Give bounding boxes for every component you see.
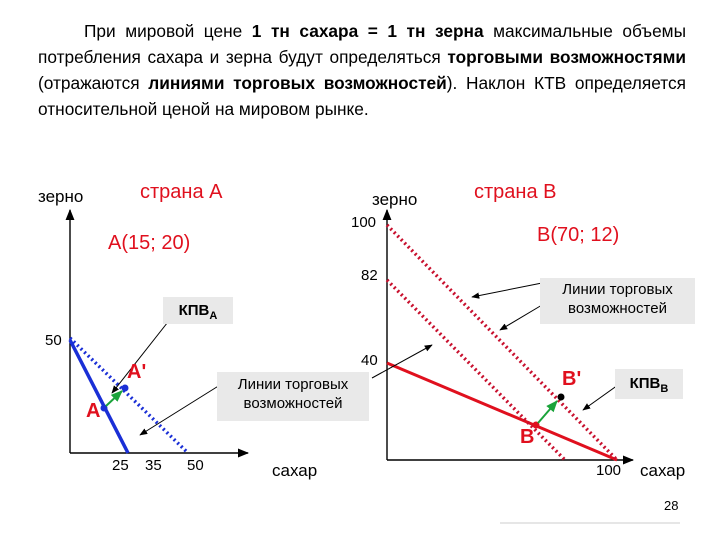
para-trade-lines: линиями торговых возможностей <box>148 73 447 93</box>
b-label: B <box>520 426 535 448</box>
left-trade-line <box>70 338 188 453</box>
para-text-1: При мировой цене <box>84 21 252 41</box>
middle-trade-lines-label: Линии торговых возможностей <box>217 372 369 421</box>
left-x-tick-50: 50 <box>187 457 204 474</box>
middle-trade-pointer <box>372 345 432 378</box>
para-trade-possibilities: торговыми возможностями <box>447 47 686 67</box>
b-prime-label: B' <box>562 368 582 390</box>
right-x-axis-label: сахар <box>640 461 686 480</box>
green-arrow-left <box>106 391 122 406</box>
right-trade-pointer-1 <box>472 283 542 297</box>
right-y-tick-82: 82 <box>361 267 378 284</box>
left-y-axis-label: зерно <box>38 187 84 206</box>
point-a-prime <box>122 385 129 392</box>
right-trade-pointer-2 <box>500 305 542 330</box>
left-x-axis-label: сахар <box>272 461 318 480</box>
green-arrow-right <box>538 401 557 423</box>
para-text-2: максимальные объемы потребления сахара и зерна будут определяться <box>38 21 686 67</box>
left-x-tick-25: 25 <box>112 457 129 474</box>
point-b-coords: В(70; 12) <box>537 224 620 246</box>
para-text-3: (отражаются <box>38 73 149 93</box>
a-label: A <box>86 400 101 422</box>
point-a-coords: А(15; 20) <box>108 232 191 254</box>
left-kpv-line <box>70 340 128 453</box>
left-x-tick-35: 35 <box>145 457 162 474</box>
para-price-ratio: 1 тн сахара = 1 тн зерна <box>251 21 484 41</box>
right-kpv-line <box>387 363 617 460</box>
left-y-tick-50: 50 <box>45 332 62 349</box>
left-trade-pointer <box>140 385 220 435</box>
right-chart-title: страна В <box>474 181 557 203</box>
point-b-prime <box>558 394 565 401</box>
right-y-axis-label: зерно <box>372 190 418 209</box>
kpv-b-label: $КПВ_В$ <box>615 369 683 399</box>
page-number: 28 <box>664 498 679 513</box>
right-trade-lines-label: Линии торговых возможностей <box>540 278 695 324</box>
left-chart-title: страна А <box>140 181 223 203</box>
right-x-tick-100: 100 <box>596 462 622 479</box>
right-y-tick-100: 100 <box>351 214 377 231</box>
para-text-4: ). Наклон КТВ определяется относительной ценой на мировом рынке. <box>38 73 686 119</box>
a-prime-label: A' <box>127 361 147 383</box>
kpv-a-label: $КПВ_А$ <box>163 297 233 324</box>
right-y-tick-40: 40 <box>361 352 378 369</box>
